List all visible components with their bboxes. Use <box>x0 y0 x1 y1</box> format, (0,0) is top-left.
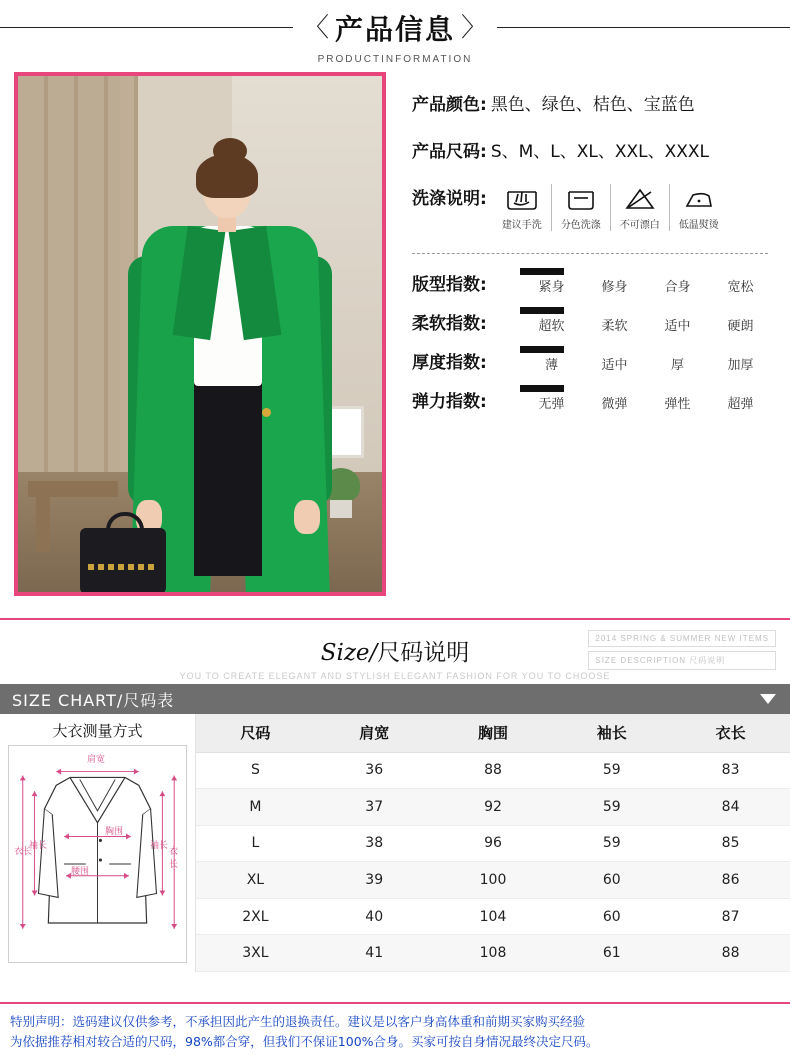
index-row-elasticity <box>412 387 772 412</box>
separate-wash-icon <box>566 184 596 214</box>
measurement-diagram-box <box>8 745 187 963</box>
wash-icon-group <box>493 184 728 231</box>
size-tag-description: SIZE DESCRIPTION 尺码说明 <box>588 651 776 670</box>
index-row-fit <box>412 270 772 295</box>
index-row-thickness <box>412 348 772 373</box>
coat-outline-icon <box>9 746 186 960</box>
low-iron-icon <box>683 184 715 214</box>
cell-bust: 108 <box>434 935 553 972</box>
gauge-tick: 薄 <box>544 358 558 373</box>
gauge-tick: 硬朗 <box>727 319 754 334</box>
wash-label: 洗涤说明: <box>412 189 487 209</box>
product-color-label: 产品颜色: <box>412 95 487 115</box>
model-hair-bun <box>213 138 247 164</box>
column-header-shoulder: 肩宽 <box>315 714 434 752</box>
header-title-box <box>297 8 493 48</box>
no-bleach-icon <box>624 184 656 214</box>
cell-bust: 100 <box>434 862 553 899</box>
product-size-value: S、M、L、XL、XXL、XXXL <box>490 142 710 162</box>
product-size-label: 产品尺码: <box>412 142 487 162</box>
chevron-right-icon: 〉 <box>461 12 488 43</box>
size-title-en: Size/ <box>320 640 378 666</box>
size-section-header <box>0 618 790 684</box>
cell-bust: 92 <box>434 789 553 826</box>
gauge-marker <box>520 307 564 314</box>
page-title: 产品信息 <box>335 12 456 46</box>
model-pants <box>194 376 262 576</box>
wash-item-low-iron <box>669 184 728 231</box>
gauge-tick: 微弹 <box>601 397 628 412</box>
table-row <box>196 898 790 935</box>
product-photo <box>14 72 386 596</box>
photo-bench-leg <box>36 494 50 552</box>
wash-caption: 不可漂白 <box>619 220 660 231</box>
product-info-panel <box>386 72 776 612</box>
wash-instructions-row <box>412 184 772 231</box>
gauge-tick: 超软 <box>538 319 565 334</box>
gauge-marker <box>520 346 564 353</box>
product-color-row <box>412 90 772 115</box>
cell-shoulder: 37 <box>315 789 434 826</box>
gauge-tick: 弹性 <box>664 397 691 412</box>
cell-shoulder: 40 <box>315 898 434 935</box>
cell-size: S <box>196 752 315 789</box>
size-chart-table <box>196 714 790 972</box>
index-gauge-softness <box>520 309 772 334</box>
info-divider <box>412 253 768 254</box>
wash-caption: 分色洗涤 <box>560 220 601 231</box>
size-chart-area <box>0 714 790 972</box>
photo-plant-pot <box>330 500 352 518</box>
table-header-row <box>196 714 790 752</box>
cell-sleeve: 59 <box>552 825 671 862</box>
gauge-tick: 合身 <box>664 280 691 295</box>
size-tag-group <box>588 630 776 674</box>
gauge-tick: 修身 <box>601 280 628 295</box>
diagram-label-length-left: 衣长 <box>14 847 33 857</box>
handbag <box>80 528 166 594</box>
cell-size: 2XL <box>196 898 315 935</box>
cell-bust: 88 <box>434 752 553 789</box>
cell-sleeve: 60 <box>552 862 671 899</box>
product-top-section <box>0 72 790 612</box>
header-rule-left <box>0 27 293 28</box>
table-row <box>196 825 790 862</box>
diagram-label-bust: 胸围 <box>105 827 124 837</box>
gauge-tick: 厚 <box>670 358 684 373</box>
disclaimer-line-1: 特别声明：选码建议仅供参考，不承担因此产生的退换责任。建议是以客户身高体重和前期买家购买经验 <box>10 1014 586 1030</box>
cell-bust: 104 <box>434 898 553 935</box>
gauge-tick: 宽松 <box>727 280 754 295</box>
cell-length: 87 <box>671 898 790 935</box>
cell-sleeve: 59 <box>552 752 671 789</box>
gauge-marker <box>520 385 564 392</box>
cell-length: 84 <box>671 789 790 826</box>
index-gauge-fit <box>520 270 772 295</box>
cell-size: L <box>196 825 315 862</box>
index-row-softness <box>412 309 772 334</box>
gauge-tick: 加厚 <box>727 358 754 373</box>
index-label-softness: 柔软指数: <box>412 314 487 334</box>
gauge-ticks <box>520 393 772 412</box>
model-hand-right <box>294 500 320 534</box>
size-chart-bar-label: SIZE CHART/尺码表 <box>12 690 175 710</box>
gauge-ticks <box>520 315 772 334</box>
column-header-size: 尺码 <box>196 714 315 752</box>
gauge-marker <box>520 268 564 275</box>
index-gauge-thickness <box>520 348 772 373</box>
cell-sleeve: 59 <box>552 789 671 826</box>
size-chart-bar[interactable] <box>0 684 790 714</box>
column-header-sleeve: 袖长 <box>552 714 671 752</box>
header-rule-right <box>497 27 790 28</box>
gauge-tick: 适中 <box>601 358 628 373</box>
size-title-cn: 尺码说明 <box>377 640 470 666</box>
cell-sleeve: 60 <box>552 898 671 935</box>
gauge-tick: 超弹 <box>727 397 754 412</box>
chevron-left-icon: 〈 <box>302 12 329 43</box>
index-label-fit: 版型指数: <box>412 275 487 295</box>
table-row <box>196 752 790 789</box>
cell-shoulder: 39 <box>315 862 434 899</box>
wash-caption: 低温熨烫 <box>678 220 719 231</box>
measurement-diagram-panel <box>0 714 196 972</box>
gauge-tick: 无弹 <box>538 397 565 412</box>
cell-size: 3XL <box>196 935 315 972</box>
cell-size: M <box>196 789 315 826</box>
cell-bust: 96 <box>434 825 553 862</box>
gauge-ticks <box>520 276 772 295</box>
gauge-tick: 柔软 <box>601 319 628 334</box>
wash-item-hand-wash <box>493 184 551 231</box>
diagram-label-shoulder: 肩宽 <box>87 755 106 765</box>
hand-wash-icon <box>505 184 539 214</box>
column-header-bust: 胸围 <box>434 714 553 752</box>
table-row <box>196 789 790 826</box>
cell-length: 88 <box>671 935 790 972</box>
wash-item-separate-wash <box>551 184 610 231</box>
wash-caption: 建议手洗 <box>501 220 542 231</box>
size-section-subtitle: YOU TO CREATE ELEGANT AND STYLISH ELEGANT FASHION FOR YOU TO CHOOSE <box>179 671 611 681</box>
cell-length: 85 <box>671 825 790 862</box>
cell-length: 83 <box>671 752 790 789</box>
disclaimer-footer <box>0 1002 790 1061</box>
measurement-diagram-title: 大衣测量方式 <box>0 714 195 743</box>
diagram-label-sleeve-right: 袖长 <box>150 841 169 851</box>
index-label-thickness: 厚度指数: <box>412 353 487 373</box>
diagram-label-waist: 腰围 <box>71 867 90 877</box>
cell-size: XL <box>196 862 315 899</box>
cell-sleeve: 61 <box>552 935 671 972</box>
product-size-row <box>412 137 772 162</box>
gauge-ticks <box>520 354 772 373</box>
model-coat-button <box>262 408 271 417</box>
diagram-label-length-right: 衣长 <box>169 847 179 870</box>
gauge-tick: 紧身 <box>538 280 565 295</box>
handbag-chain <box>88 564 154 570</box>
index-gauge-elasticity <box>520 387 772 412</box>
column-header-length: 衣长 <box>671 714 790 752</box>
cell-shoulder: 41 <box>315 935 434 972</box>
table-row <box>196 935 790 972</box>
product-color-value: 黑色、绿色、桔色、宝蓝色 <box>490 95 695 115</box>
cell-length: 86 <box>671 862 790 899</box>
table-row <box>196 862 790 899</box>
cell-shoulder: 36 <box>315 752 434 789</box>
gauge-tick: 适中 <box>664 319 691 334</box>
cell-shoulder: 38 <box>315 825 434 862</box>
page-header <box>0 0 790 72</box>
wash-item-no-bleach <box>610 184 669 231</box>
chevron-down-icon[interactable] <box>760 694 776 704</box>
diagram-label-sleeve-left: 袖长 <box>29 841 48 851</box>
header-title-row <box>0 8 790 48</box>
index-label-elasticity: 弹力指数: <box>412 392 487 412</box>
disclaimer-line-2: 为依据推荐相对较合适的尺码，98%都合穿，但我们不保证100%合身。买家可按自身情况最终决定尺码。 <box>10 1033 599 1049</box>
size-tag-season: 2014 SPRING & SUMMER NEW ITEMS <box>588 630 776 647</box>
page-subtitle: PRODUCTINFORMATION <box>317 53 473 65</box>
